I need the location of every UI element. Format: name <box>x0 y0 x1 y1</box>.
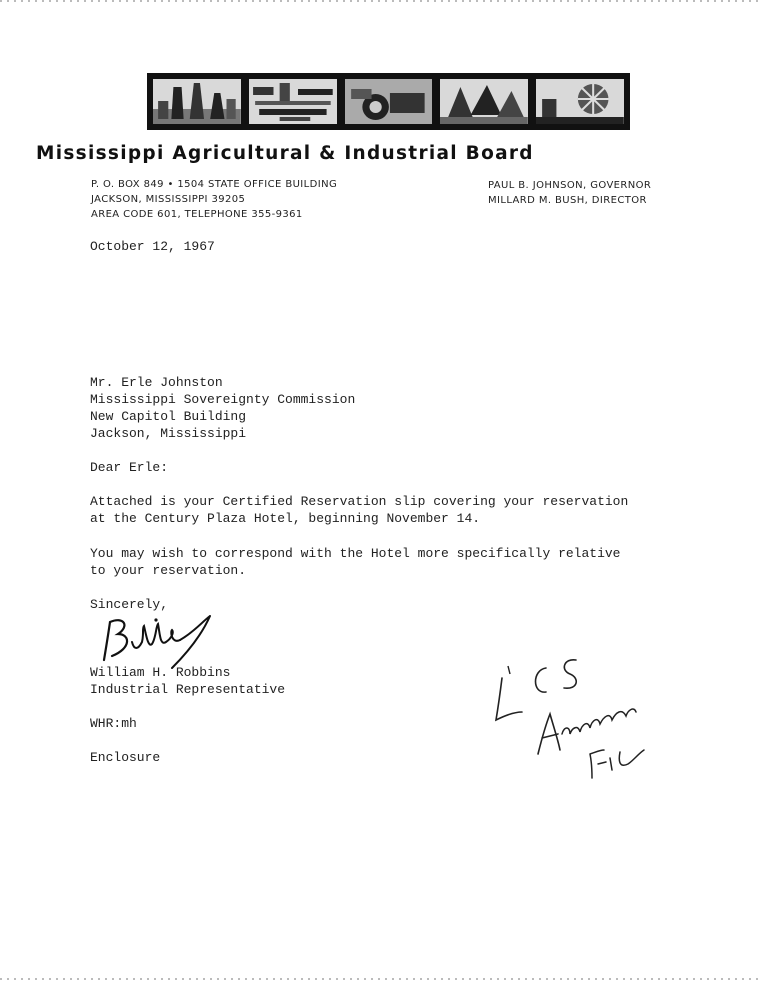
paragraph-line: Attached is your Certified Reservation slip covering your reservation <box>90 494 629 509</box>
address-line: P. O. BOX 849 • 1504 STATE OFFICE BUILDING <box>91 179 338 190</box>
recipient-block <box>90 374 355 442</box>
officials-block <box>488 178 651 208</box>
paragraph-line: to your reservation. <box>90 563 247 578</box>
recipient-line: Mississippi Sovereignty Commission <box>90 392 356 407</box>
recipient-line: New Capitol Building <box>90 409 247 424</box>
letter-date: October 12, 1967 <box>90 239 215 254</box>
official-line: MILLARD M. BUSH, DIRECTOR <box>488 195 647 206</box>
agriculture-picture <box>345 79 433 124</box>
paragraph-2 <box>90 545 621 579</box>
typist-initials: WHR:mh <box>90 716 137 731</box>
address-block <box>91 177 337 222</box>
oil-derrick-picture <box>153 79 241 124</box>
recipient-line: Jackson, Mississippi <box>90 426 247 441</box>
recipient-line: Mr. Erle Johnston <box>90 375 223 390</box>
closing: Sincerely, <box>90 597 169 612</box>
official-line: PAUL B. JOHNSON, GOVERNOR <box>488 180 652 191</box>
address-line: JACKSON, MISSISSIPPI 39205 <box>91 194 246 205</box>
top-edge-dots <box>0 0 763 2</box>
industry-picture <box>249 79 337 124</box>
salutation: Dear Erle: <box>90 460 169 475</box>
paragraph-line: at the Century Plaza Hotel, beginning November 14. <box>90 511 481 526</box>
signer-name: William H. Robbins <box>90 665 231 680</box>
handwritten-file-note <box>488 654 658 782</box>
address-line: AREA CODE 601, TELEPHONE 355-9361 <box>91 209 303 220</box>
paragraph-1 <box>90 493 628 527</box>
bottom-edge-dots <box>0 978 763 980</box>
enclosure-note: Enclosure <box>90 750 161 765</box>
letterhead-logo <box>147 73 630 130</box>
harbor-picture <box>536 79 624 124</box>
forestry-picture <box>440 79 528 124</box>
paragraph-line: You may wish to correspond with the Hotel more specifically relative <box>90 546 621 561</box>
signer-title: Industrial Representative <box>90 682 286 697</box>
signer-block <box>90 664 285 698</box>
board-name: Mississippi Agricultural & Industrial Board <box>36 143 534 164</box>
handwritten-signature <box>98 612 218 670</box>
